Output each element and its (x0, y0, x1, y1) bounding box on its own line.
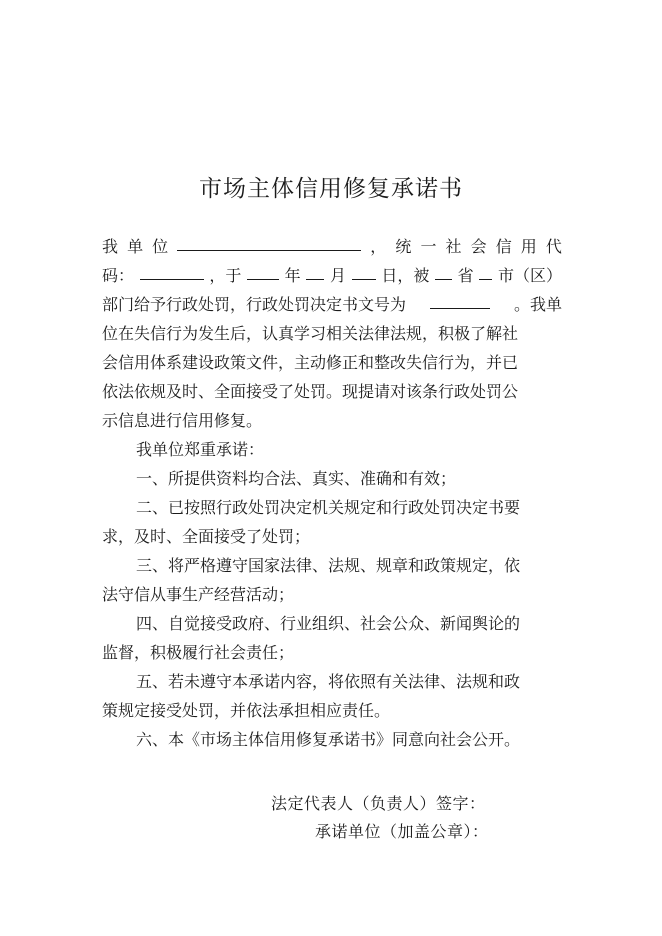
code-label: 码： (102, 266, 135, 285)
char: 会 (470, 237, 487, 256)
month-blank[interactable] (306, 261, 324, 280)
day-label: 日，被 (381, 266, 430, 285)
date-prefix: ，于 (209, 266, 242, 285)
province-blank[interactable] (435, 261, 452, 280)
char: 信 (495, 237, 512, 256)
char: ， (370, 237, 387, 256)
char: 社 (445, 237, 462, 256)
year-label: 年 (284, 266, 301, 285)
city-blank[interactable] (479, 261, 492, 280)
day-blank[interactable] (352, 261, 376, 280)
city-label: 市（区） (497, 266, 562, 285)
intro-line-2 (102, 261, 562, 290)
year-blank[interactable] (247, 261, 279, 280)
commit-item-5: 五、若未遵守本承诺内容，将依照有关法律、法规和政 (136, 672, 521, 691)
commit-item-1: 一、所提供资料均合法、真实、准确和有效； (136, 469, 457, 488)
document-title: 市场主体信用修复承诺书 (199, 176, 463, 202)
credit-code-blank[interactable] (140, 261, 204, 280)
intro-line-1 (102, 232, 562, 261)
char: 用 (520, 237, 537, 256)
commit-heading: 我单位郑重承诺： (136, 440, 265, 459)
char: 位 (152, 237, 169, 256)
char: 我 (102, 237, 119, 256)
province-label: 省 (457, 266, 474, 285)
commit-item-5-cont: 策规定接受处罚，并依法承担相应责任。 (102, 701, 391, 720)
decision-number-blank[interactable] (430, 290, 490, 309)
commit-item-2-cont: 求，及时、全面接受了处罚； (102, 527, 311, 546)
unit-name-blank[interactable] (177, 232, 361, 251)
commit-item-4-cont: 监督，积极履行社会责任； (102, 643, 295, 662)
intro-text: 部门给予行政处罚，行政处罚决定书文号为 (102, 295, 407, 314)
char: 代 (545, 237, 562, 256)
intro-line-5: 会信用体系建设政策文件，主动修正和整改失信行为，并已 (102, 353, 519, 372)
char: 统 (395, 237, 412, 256)
unit-seal-label: 承诺单位（加盖公章）： (315, 822, 489, 841)
char: 单 (127, 237, 144, 256)
legal-rep-signature-label: 法定代表人（负责人）签字： (271, 794, 486, 813)
intro-line-7: 示信息进行信用修复。 (102, 411, 263, 430)
intro-line-6: 依法依规及时、全面接受了处罚。现提请对该条行政处罚公 (102, 382, 519, 401)
document-body (102, 232, 562, 754)
intro-text: 。我单 (513, 295, 562, 314)
commit-item-6: 六、本《市场主体信用修复承诺书》同意向社会公开。 (136, 730, 521, 749)
month-label: 月 (329, 266, 346, 285)
commit-item-4: 四、自觉接受政府、行业组织、社会公众、新闻舆论的 (136, 614, 521, 633)
intro-line-4: 位在失信行为发生后，认真学习相关法律法规，积极了解社 (102, 324, 519, 343)
commit-item-2: 二、已按照行政处罚决定机关规定和行政处罚决定书要 (136, 498, 521, 517)
commit-item-3-cont: 法守信从事生产经营活动； (102, 585, 295, 604)
commit-item-3: 三、将严格遵守国家法律、法规、规章和政策规定，依 (136, 556, 521, 575)
intro-line-3 (102, 290, 562, 319)
char: 一 (420, 237, 437, 256)
